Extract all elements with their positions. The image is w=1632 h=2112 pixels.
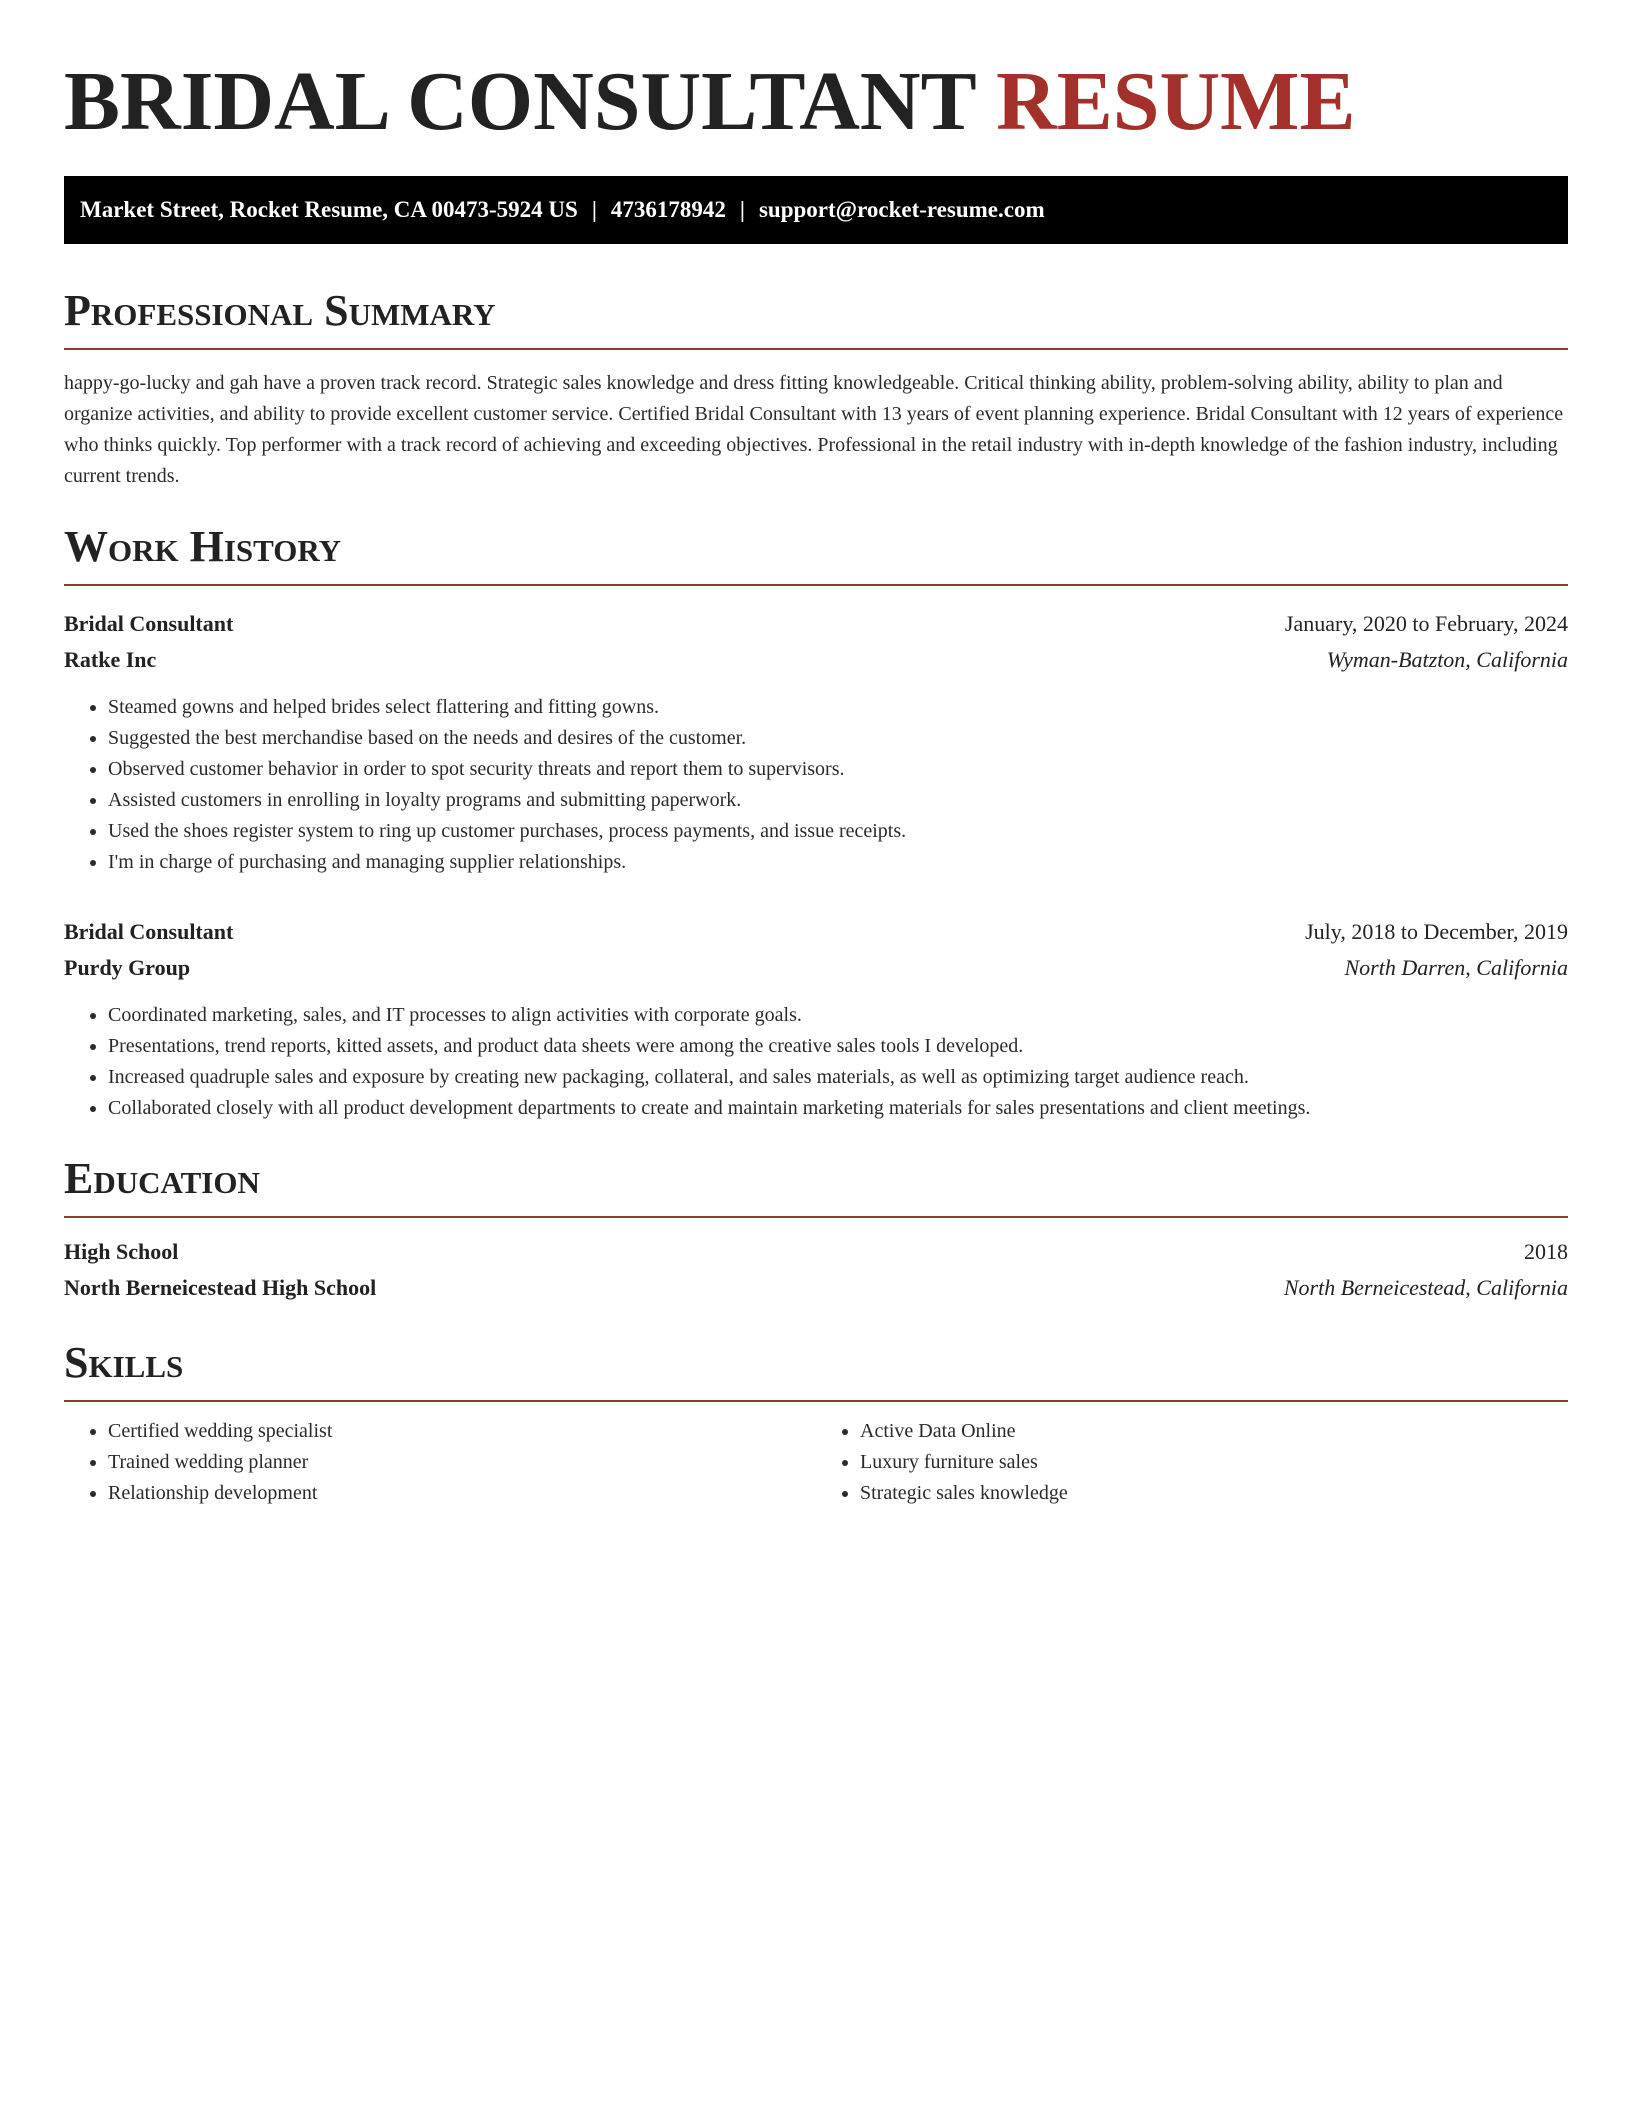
list-item: • Relationship development xyxy=(108,1478,816,1509)
job-bullets xyxy=(64,692,1568,878)
list-item: • Luxury furniture sales xyxy=(860,1447,1568,1478)
education-school: North Berneicestead High School xyxy=(64,1275,377,1300)
section-divider xyxy=(64,1216,1568,1218)
list-item: • Presentations, trend reports, kitted assets, and product data sheets were among the creative sales tools I developed. xyxy=(108,1031,1568,1062)
job-company: Ratke Inc xyxy=(64,647,157,672)
job-dates: January, 2020 to February, 2024 xyxy=(1284,611,1568,636)
education-degree: High School xyxy=(64,1239,179,1264)
skills-list-left xyxy=(64,1416,816,1509)
education-degree-row xyxy=(64,1234,1568,1270)
job-entry xyxy=(64,914,1568,1124)
section-divider xyxy=(64,584,1568,586)
professional-summary-section xyxy=(64,284,1568,492)
title-main: BRIDAL CONSULTANT xyxy=(64,55,976,148)
summary-text: happy-go-lucky and gah have a proven track record. Strategic sales knowledge and dress fitting knowledgeable. Critical thinking ability, problem-solving ability, ability to plan and organize activities, and ability to provide excellent customer service. Certified Bridal Consultant with 13 years of event planning experience. Bridal Consultant with 12 years of experience who thinks quickly. Top performer with a track record of achieving and exceeding objectives. Professional in the retail industry with in-depth knowledge of the fashion industry, including current trends. xyxy=(64,372,1564,487)
education-entry xyxy=(64,1234,1568,1306)
job-title: Bridal Consultant xyxy=(64,919,234,944)
skills-list-right xyxy=(816,1416,1568,1509)
list-item: • Collaborated closely with all product development departments to create and maintain marketing materials for sales presentations and client meetings. xyxy=(108,1093,1568,1124)
list-item: • Suggested the best merchandise based on the needs and desires of the customer. xyxy=(108,723,1568,754)
job-bullets xyxy=(64,1000,1568,1124)
education-year: 2018 xyxy=(1524,1239,1568,1264)
list-item: • Certified wedding specialist xyxy=(108,1416,816,1447)
list-item: • Coordinated marketing, sales, and IT processes to align activities with corporate goals. xyxy=(108,1000,1568,1031)
job-location: Wyman-Batzton, California xyxy=(1326,647,1568,672)
job-entry xyxy=(64,606,1568,878)
list-item: • Trained wedding planner xyxy=(108,1447,816,1478)
job-header-row xyxy=(64,606,1568,642)
skills-section xyxy=(64,1336,1568,1509)
job-company: Purdy Group xyxy=(64,955,191,980)
job-dates: July, 2018 to December, 2019 xyxy=(1305,919,1568,944)
list-item: • Strategic sales knowledge xyxy=(860,1478,1568,1509)
work-history-section xyxy=(64,520,1568,1124)
section-heading: Professional Summary xyxy=(64,286,496,335)
job-title: Bridal Consultant xyxy=(64,611,234,636)
section-heading: Education xyxy=(64,1154,260,1203)
section-heading: Skills xyxy=(64,1338,184,1387)
section-heading: Work History xyxy=(64,522,342,571)
education-location: North Berneicestead, California xyxy=(1283,1275,1568,1300)
list-item: • Increased quadruple sales and exposure by creating new packaging, collateral, and sales materials, as well as optimizing target audience reach. xyxy=(108,1062,1568,1093)
list-item: • Assisted customers in enrolling in loyalty programs and submitting paperwork. xyxy=(108,785,1568,816)
education-section xyxy=(64,1152,1568,1306)
contact-email: support@rocket-resume.com xyxy=(758,197,1045,222)
section-divider xyxy=(64,348,1568,350)
contact-phone: 4736178942 xyxy=(610,197,726,222)
list-item: • Active Data Online xyxy=(860,1416,1568,1447)
contact-bar xyxy=(64,176,1568,244)
job-header-row xyxy=(64,914,1568,950)
resume-title xyxy=(64,52,1568,152)
list-item: • Steamed gowns and helped brides select flattering and fitting gowns. xyxy=(108,692,1568,723)
job-company-row xyxy=(64,642,1568,678)
skills-columns xyxy=(64,1416,1568,1509)
section-divider xyxy=(64,1400,1568,1402)
list-item: • Used the shoes register system to ring up customer purchases, process payments, and issue receipts. xyxy=(108,816,1568,847)
job-location: North Darren, California xyxy=(1344,955,1568,980)
contact-separator: | xyxy=(591,197,597,222)
job-company-row xyxy=(64,950,1568,986)
contact-separator: | xyxy=(739,197,745,222)
list-item: • I'm in charge of purchasing and managing supplier relationships. xyxy=(108,847,1568,878)
education-school-row xyxy=(64,1270,1568,1306)
title-accent: RESUME xyxy=(996,55,1356,148)
list-item: • Observed customer behavior in order to spot security threats and report them to supervisors. xyxy=(108,754,1568,785)
contact-address: Market Street, Rocket Resume, CA 00473-5924 US xyxy=(80,197,578,222)
